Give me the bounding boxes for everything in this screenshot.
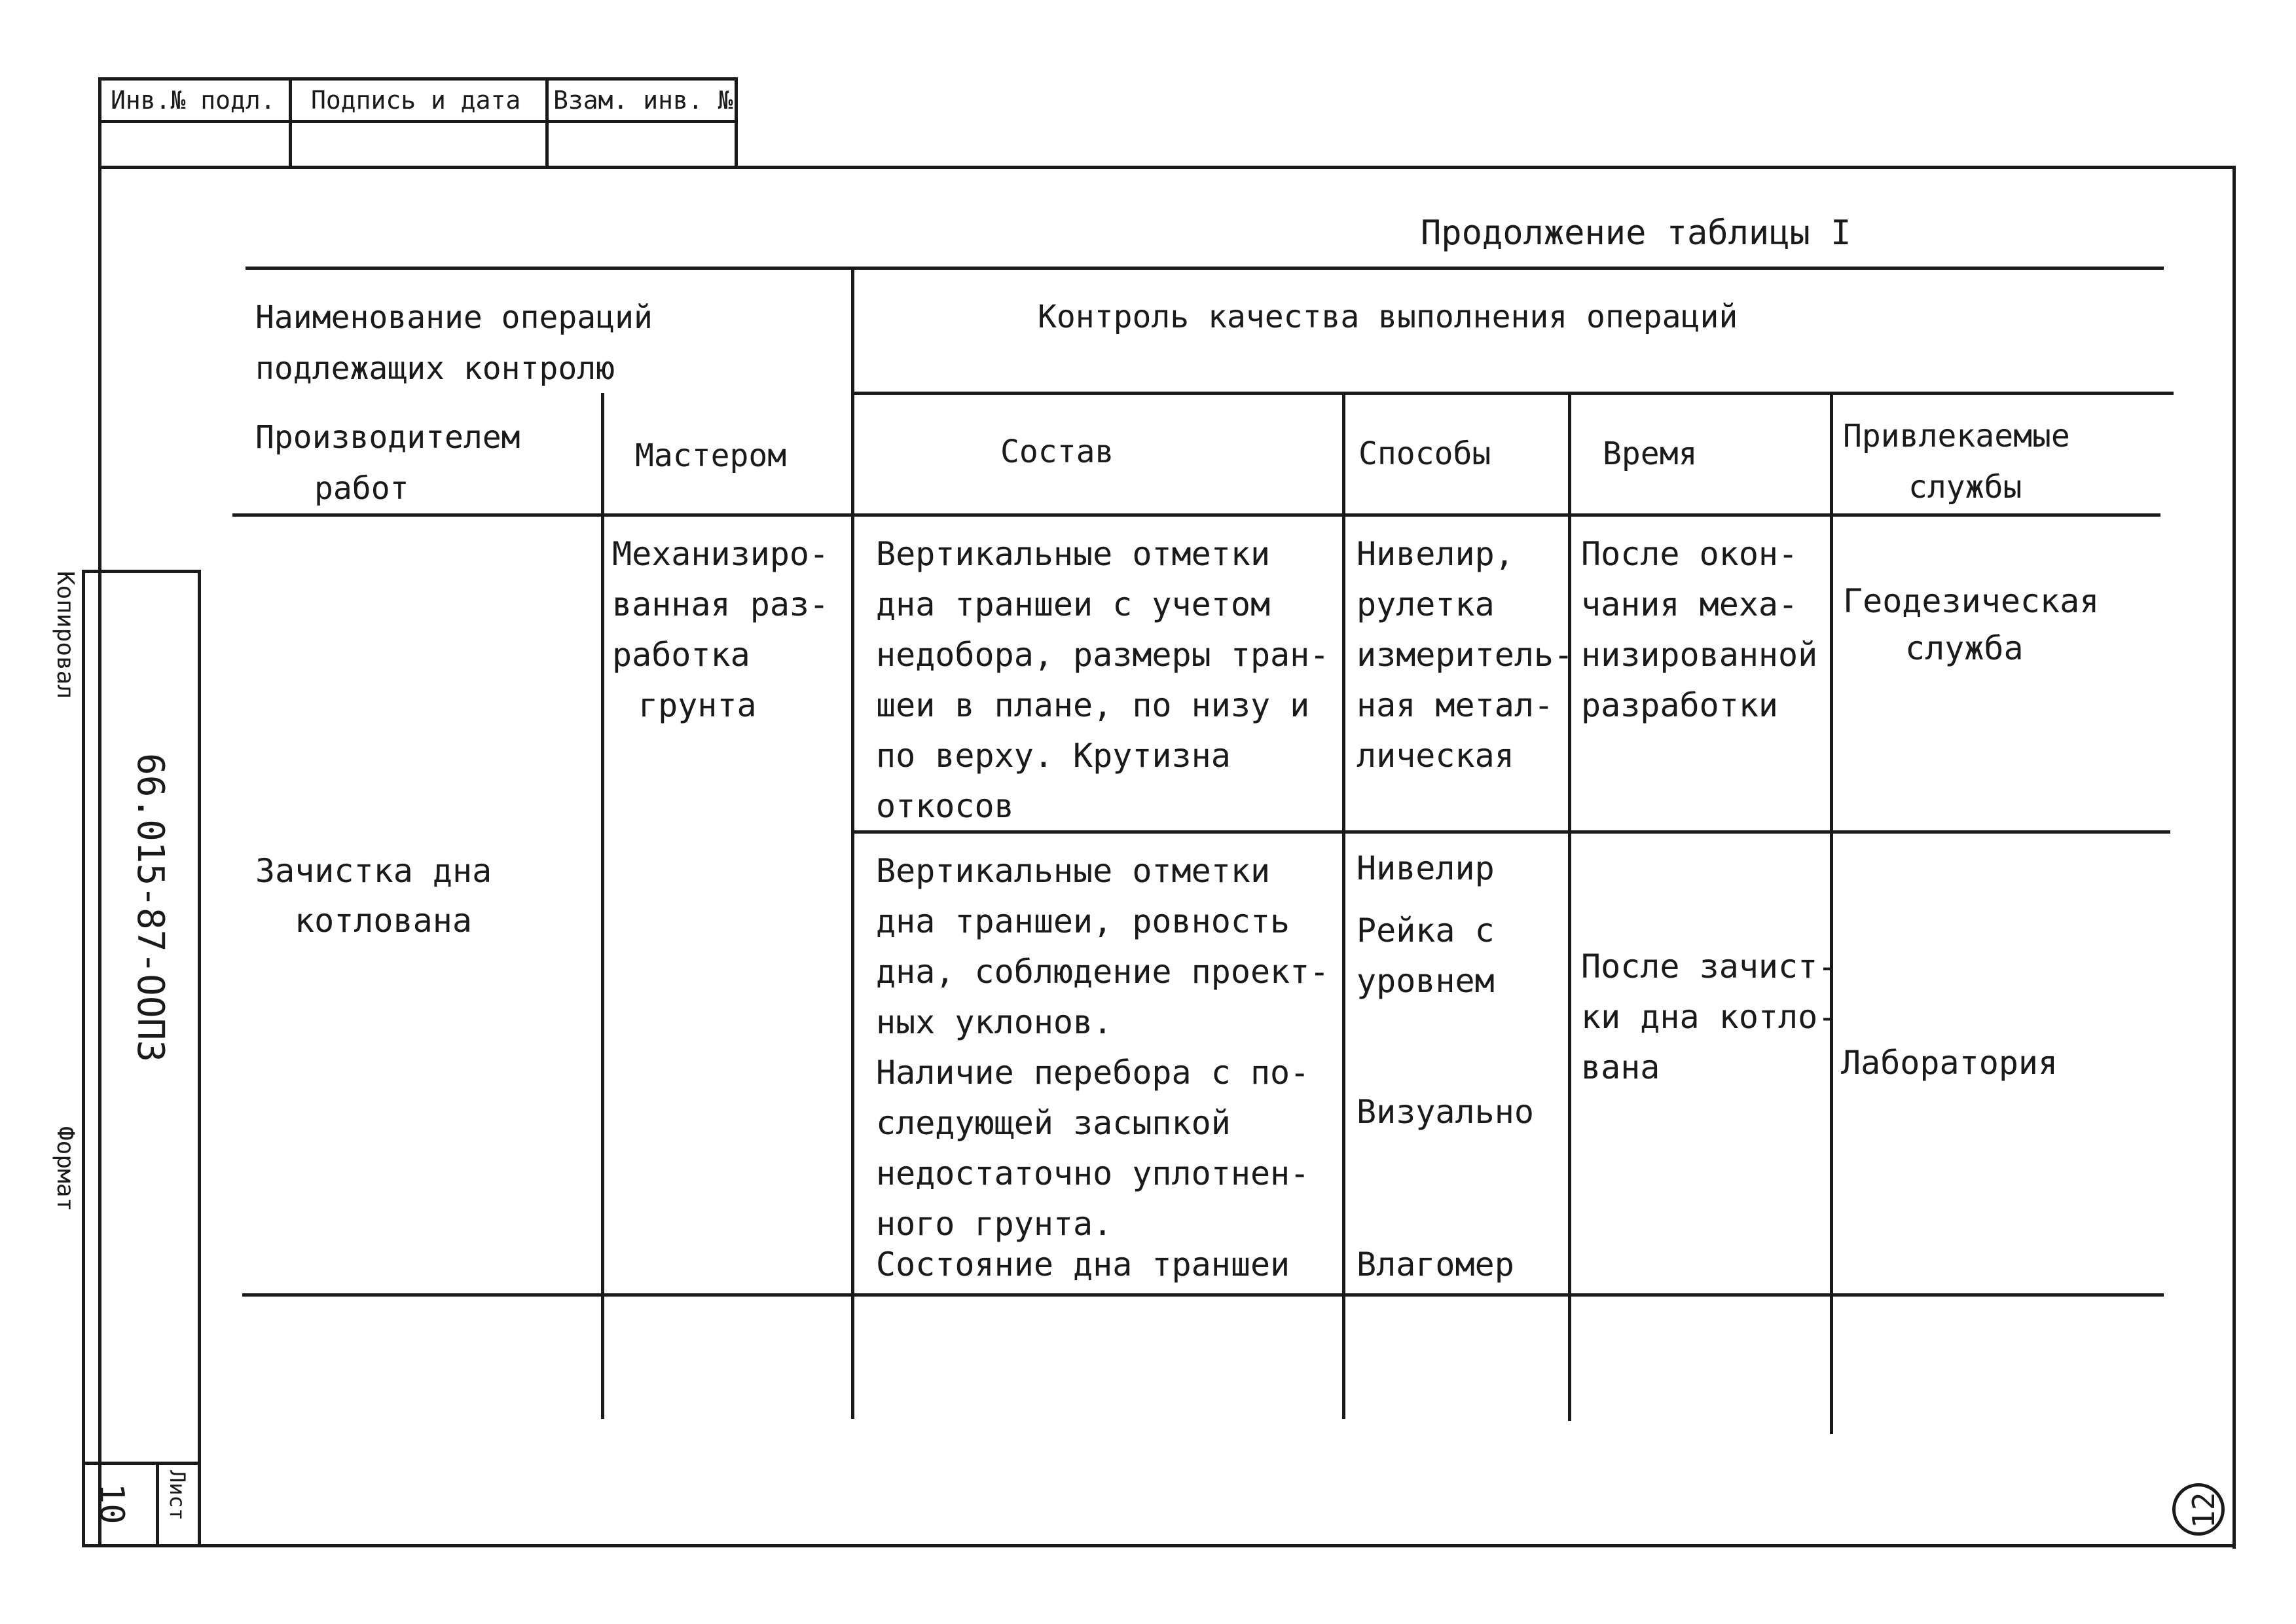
row1-vremya-line4: разработки <box>1581 686 1779 724</box>
row2-sostav-line5: Наличие перебора с по- <box>876 1054 1310 1092</box>
row2-sostav-line4: ных уклонов. <box>876 1003 1113 1041</box>
row2-sostav-line2: дна траншеи, ровность <box>876 902 1290 940</box>
row2-sostav-line6: следующей засыпкой <box>876 1104 1231 1142</box>
row1-sposoby-line2: рулетка <box>1357 585 1495 623</box>
header-master: Мастером <box>635 437 787 474</box>
row2-sposoby-line2: Рейка с <box>1357 912 1495 950</box>
row1-sostav-line5: по верху. Крутизна <box>876 737 1231 775</box>
row1-sposoby-line4: ная метал- <box>1357 686 1554 724</box>
header-sluzhby-line2: службы <box>1908 469 2022 506</box>
table-top-rule <box>246 267 2164 270</box>
row2-vremya-line1: После зачист- <box>1581 948 1838 986</box>
row2-sposoby-line3: уровнем <box>1357 962 1495 1000</box>
row1-vremya-line1: После окон- <box>1581 535 1798 573</box>
side-kopiroval-label: Копировал <box>52 571 79 699</box>
row1-sluzhby-line2: служба <box>1905 629 2024 667</box>
table-caption: Продолжение таблицы I <box>1421 213 1851 253</box>
row1-sostav-line6: откосов <box>876 787 1014 825</box>
row2-sposoby-line1: Нивелир <box>1357 849 1495 887</box>
frame-left-border <box>98 167 101 1545</box>
side-list-label: Лист <box>165 1470 190 1521</box>
header-sluzhby-line1: Привлекаемые <box>1843 418 2070 454</box>
header-operations-line1: Наименование операций <box>255 299 653 336</box>
stamp-vzam-inv-label: Взам. инв. № <box>553 86 733 115</box>
row2-sposoby-line4: Визуально <box>1357 1093 1534 1131</box>
row2-sostav-line1: Вертикальные отметки <box>876 852 1271 890</box>
row1-master-line3: работка <box>612 636 750 674</box>
row1-sostav-line2: дна траншеи с учетом <box>876 585 1271 623</box>
row1-sostav-line4: шеи в плане, по низу и <box>876 686 1310 724</box>
row1-master-line2: ванная раз- <box>612 585 829 623</box>
stamp-inv-podl-label: Инв.№ подл. <box>111 86 276 115</box>
header-producer-line1: Производителем <box>255 419 520 456</box>
row2-sostav-line3: дна, соблюдение проект- <box>876 953 1330 991</box>
row2-sostav-line8: ного грунта. <box>876 1205 1113 1243</box>
row1-vremya-line3: низированной <box>1581 636 1818 674</box>
row2-producer-line1: Зачистка дна <box>255 852 492 890</box>
row2-vremya-line2: ки дна котло- <box>1581 998 1838 1036</box>
header-sostav: Состав <box>1000 434 1114 470</box>
row1-vremya-line2: чания меха- <box>1581 585 1798 623</box>
row1-sostav-line1: Вертикальные отметки <box>876 535 1271 573</box>
row2-sluzhby-line1: Лаборатория <box>1841 1044 2058 1082</box>
row2-sposoby-line5: Влагомер <box>1357 1246 1514 1283</box>
row1-sposoby-line1: Нивелир, <box>1357 535 1514 573</box>
stamp-podpis-data-label: Подпись и дата <box>311 86 521 115</box>
row1-sostav-line3: недобора, размеры тран- <box>876 636 1330 674</box>
page-number: 12 <box>2186 1492 2221 1528</box>
header-quality-control: Контроль качества выполнения операций <box>1038 299 1738 335</box>
header-sposoby: Способы <box>1358 435 1491 472</box>
frame-right-border <box>2232 166 2236 1549</box>
row2-producer-line2: котлована <box>295 902 472 940</box>
row1-sposoby-line3: измеритель- <box>1357 636 1574 674</box>
header-vremya: Время <box>1603 435 1698 472</box>
page-number-circle <box>2172 1483 2225 1536</box>
row2-sostav-line7: недостаточно уплотнен- <box>876 1154 1310 1192</box>
row1-sposoby-line5: лическая <box>1357 737 1514 775</box>
side-format-label: Формат <box>52 1126 79 1212</box>
row1-sluzhby-line1: Геодезическая <box>1843 582 2100 620</box>
frame-top-border <box>98 166 2236 169</box>
approval-stamp <box>98 77 738 169</box>
side-list-number: 10 <box>92 1483 131 1524</box>
row2-sostav-line9: Состояние дна траншеи <box>876 1246 1290 1283</box>
row1-master-line4: грунта <box>638 686 757 724</box>
side-document-code: 66.015-87-ООП3 <box>129 753 172 1063</box>
frame-bottom-border <box>82 1544 2236 1547</box>
row2-vremya-line3: вана <box>1581 1048 1660 1086</box>
header-producer-line2: работ <box>314 470 409 507</box>
header-operations-line2: подлежащих контролю <box>255 350 615 387</box>
row1-master-line1: Механизиро- <box>612 535 829 573</box>
